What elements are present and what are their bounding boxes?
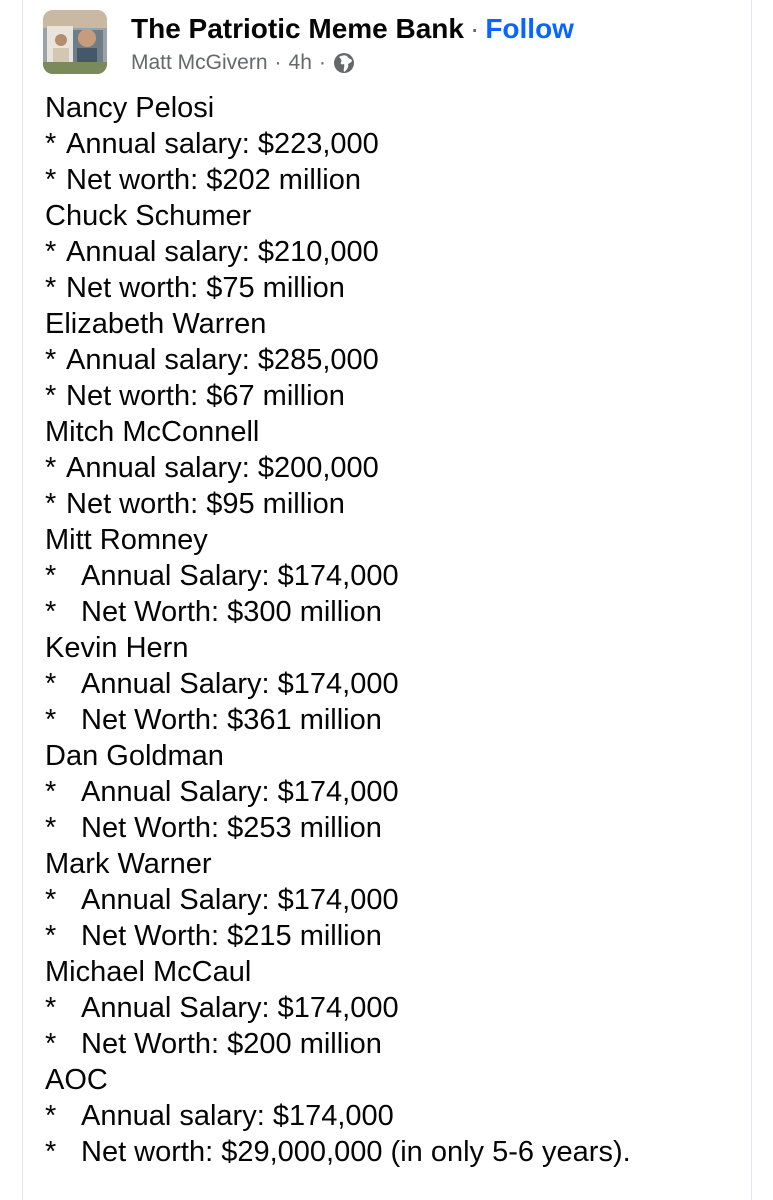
page-avatar[interactable] xyxy=(43,10,107,74)
line-text: Annual salary: $174,000 xyxy=(81,1100,394,1132)
post-time[interactable]: 4h xyxy=(288,51,312,74)
bullet-item xyxy=(45,882,745,918)
bullet-marker: * xyxy=(45,1028,57,1060)
line-text: Michael McCaul xyxy=(45,956,252,988)
politician-name xyxy=(45,90,745,126)
line-text: Nancy Pelosi xyxy=(45,92,215,124)
politician-name xyxy=(45,306,745,342)
line-text: Mitt Romney xyxy=(45,524,208,556)
post-header xyxy=(43,10,574,76)
bullet-marker: * xyxy=(45,1100,57,1132)
bullet-marker: * xyxy=(45,488,57,520)
line-text: Annual Salary: $174,000 xyxy=(81,884,399,916)
bullet-item xyxy=(45,1026,745,1062)
bullet-marker: * xyxy=(45,812,57,844)
line-text: Net worth: $75 million xyxy=(66,272,345,304)
politician-name xyxy=(45,630,745,666)
bullet-item xyxy=(45,810,745,846)
politician-name xyxy=(45,522,745,558)
follow-button[interactable]: Follow xyxy=(485,13,574,44)
bullet-marker: * xyxy=(45,164,57,196)
bullet-item xyxy=(45,342,745,378)
bullet-marker: * xyxy=(45,380,57,412)
post-card xyxy=(22,0,752,1200)
bullet-item xyxy=(45,450,745,486)
bullet-item xyxy=(45,162,745,198)
line-text: AOC xyxy=(45,1064,108,1096)
line-text: Annual Salary: $174,000 xyxy=(81,776,399,808)
bullet-item xyxy=(45,918,745,954)
bullet-item xyxy=(45,378,745,414)
bullet-item xyxy=(45,666,745,702)
line-text: Net worth: $95 million xyxy=(66,488,345,520)
bullet-marker: * xyxy=(45,452,57,484)
line-text: Net Worth: $300 million xyxy=(81,596,382,628)
bullet-marker: * xyxy=(45,128,57,160)
bullet-marker: * xyxy=(45,668,57,700)
line-text: Net worth: $67 million xyxy=(66,380,345,412)
line-text: Annual Salary: $174,000 xyxy=(81,668,399,700)
bullet-marker: * xyxy=(45,236,57,268)
line-text: Mark Warner xyxy=(45,848,212,880)
bullet-item xyxy=(45,1134,745,1170)
politician-name xyxy=(45,414,745,450)
bullet-item xyxy=(45,486,745,522)
page-name[interactable]: The Patriotic Meme Bank xyxy=(131,13,464,44)
bullet-item xyxy=(45,990,745,1026)
post-meta xyxy=(131,50,574,76)
header-text xyxy=(131,12,574,76)
bullet-item xyxy=(45,558,745,594)
politician-name xyxy=(45,954,745,990)
line-text: Annual Salary: $174,000 xyxy=(81,992,399,1024)
line-text: Net Worth: $215 million xyxy=(81,920,382,952)
avatar-image xyxy=(43,10,107,74)
line-text: Chuck Schumer xyxy=(45,200,252,232)
page-name-line xyxy=(131,12,574,46)
line-text: Dan Goldman xyxy=(45,740,224,772)
bullet-marker: * xyxy=(45,884,57,916)
line-text: Annual salary: $223,000 xyxy=(66,128,379,160)
bullet-marker: * xyxy=(45,992,57,1024)
line-text: Annual salary: $200,000 xyxy=(66,452,379,484)
bullet-marker: * xyxy=(45,1136,57,1168)
author-name[interactable]: Matt McGivern xyxy=(131,51,268,74)
bullet-item xyxy=(45,594,745,630)
globe-icon[interactable] xyxy=(333,52,355,74)
line-text: Mitch McConnell xyxy=(45,416,260,448)
line-text: Annual salary: $210,000 xyxy=(66,236,379,268)
bullet-marker: * xyxy=(45,560,57,592)
bullet-item xyxy=(45,126,745,162)
line-text: Annual salary: $285,000 xyxy=(66,344,379,376)
politician-name xyxy=(45,1062,745,1098)
bullet-marker: * xyxy=(45,704,57,736)
bullet-item xyxy=(45,270,745,306)
line-text: Net Worth: $253 million xyxy=(81,812,382,844)
line-text: Kevin Hern xyxy=(45,632,189,664)
line-text: Elizabeth Warren xyxy=(45,308,267,340)
politician-name xyxy=(45,738,745,774)
post-text xyxy=(45,90,745,1170)
bullet-item xyxy=(45,774,745,810)
separator: · xyxy=(469,13,480,44)
bullet-marker: * xyxy=(45,344,57,376)
bullet-item xyxy=(45,702,745,738)
line-text: Annual Salary: $174,000 xyxy=(81,560,399,592)
bullet-item xyxy=(45,234,745,270)
separator: · xyxy=(274,51,282,74)
politician-name xyxy=(45,846,745,882)
line-text: Net worth: $29,000,000 (in only 5-6 years). xyxy=(81,1136,631,1168)
bullet-marker: * xyxy=(45,596,57,628)
bullet-marker: * xyxy=(45,920,57,952)
bullet-marker: * xyxy=(45,272,57,304)
line-text: Net Worth: $200 million xyxy=(81,1028,382,1060)
bullet-marker: * xyxy=(45,776,57,808)
separator: · xyxy=(318,51,326,74)
bullet-item xyxy=(45,1098,745,1134)
politician-name xyxy=(45,198,745,234)
line-text: Net Worth: $361 million xyxy=(81,704,382,736)
line-text: Net worth: $202 million xyxy=(66,164,361,196)
